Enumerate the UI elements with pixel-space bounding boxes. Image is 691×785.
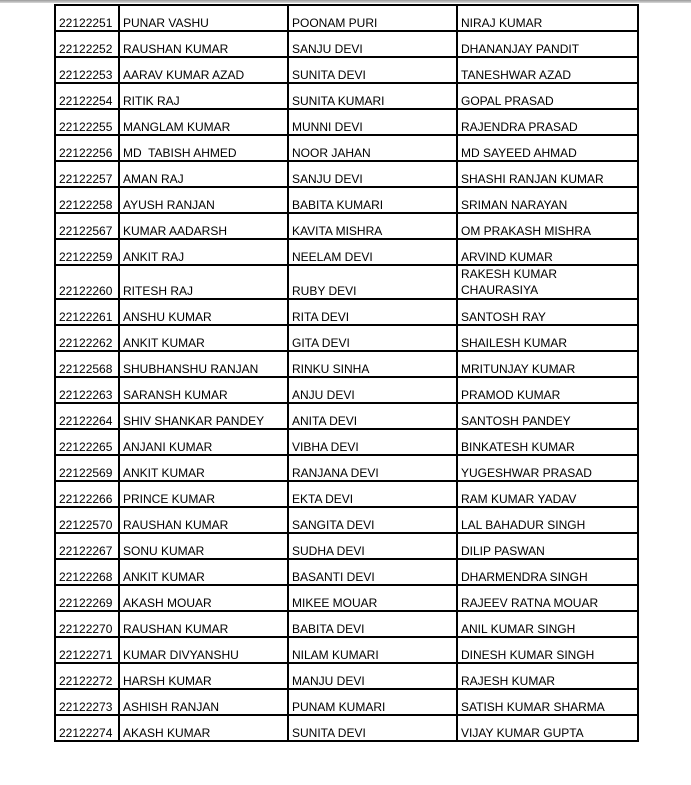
table-row (55, 31, 638, 57)
student-name-cell: HARSH KUMAR (119, 663, 288, 689)
mother-name-cell: NOOR JAHAN (288, 135, 457, 161)
table-row (55, 715, 638, 741)
mother-name-cell: NILAM KUMARI (288, 637, 457, 663)
table-row (55, 265, 638, 299)
mother-name-cell: RINKU SINHA (288, 351, 457, 377)
roll-number-cell: 22122264 (55, 403, 119, 429)
mother-name-cell: ANJU DEVI (288, 377, 457, 403)
father-name-cell: DILIP PASWAN (457, 533, 638, 559)
student-name-cell: RAUSHAN KUMAR (119, 507, 288, 533)
roll-number-cell: 22122253 (55, 57, 119, 83)
mother-name-cell: SANGITA DEVI (288, 507, 457, 533)
roll-number-cell: 22122259 (55, 239, 119, 265)
student-name-cell: ANJANI KUMAR (119, 429, 288, 455)
mother-name-cell: SUNITA KUMARI (288, 83, 457, 109)
student-name-cell: ANKIT KUMAR (119, 455, 288, 481)
mother-name-cell: MIKEE MOUAR (288, 585, 457, 611)
father-name-cell: TANESHWAR AZAD (457, 57, 638, 83)
table-row (55, 109, 638, 135)
mother-name-cell: RANJANA DEVI (288, 455, 457, 481)
roll-number-cell: 22122263 (55, 377, 119, 403)
mother-name-cell: BABITA DEVI (288, 611, 457, 637)
table-row (55, 611, 638, 637)
table-row (55, 559, 638, 585)
table-row (55, 429, 638, 455)
student-list-table (54, 4, 639, 742)
mother-name-cell: MUNNI DEVI (288, 109, 457, 135)
mother-name-cell: BABITA KUMARI (288, 187, 457, 213)
roll-number-cell: 22122252 (55, 31, 119, 57)
roll-number-cell: 22122274 (55, 715, 119, 741)
roll-number-cell: 22122266 (55, 481, 119, 507)
father-name-cell: LAL BAHADUR SINGH (457, 507, 638, 533)
roll-number-cell: 22122257 (55, 161, 119, 187)
table-row (55, 507, 638, 533)
student-name-cell: RAUSHAN KUMAR (119, 31, 288, 57)
father-name-cell: SATISH KUMAR SHARMA (457, 689, 638, 715)
father-name-cell: MRITUNJAY KUMAR (457, 351, 638, 377)
table-row (55, 455, 638, 481)
roll-number-cell: 22122261 (55, 299, 119, 325)
roll-number-cell: 22122569 (55, 455, 119, 481)
student-name-cell: KUMAR DIVYANSHU (119, 637, 288, 663)
roll-number-cell: 22122258 (55, 187, 119, 213)
student-name-cell: MD TABISH AHMED (119, 135, 288, 161)
student-name-cell: AYUSH RANJAN (119, 187, 288, 213)
page-top-edge (0, 0, 691, 3)
father-name-cell: DINESH KUMAR SINGH (457, 637, 638, 663)
roll-number-cell: 22122567 (55, 213, 119, 239)
roll-number-cell: 22122268 (55, 559, 119, 585)
father-name-cell: RAKESH KUMAR CHAURASIYA (457, 265, 638, 299)
student-name-cell: RITESH RAJ (119, 265, 288, 299)
roll-number-cell: 22122267 (55, 533, 119, 559)
student-name-cell: PUNAR VASHU (119, 5, 288, 31)
mother-name-cell: GITA DEVI (288, 325, 457, 351)
table-row (55, 663, 638, 689)
table-row (55, 637, 638, 663)
father-name-cell: ANIL KUMAR SINGH (457, 611, 638, 637)
mother-name-cell: EKTA DEVI (288, 481, 457, 507)
father-name-cell: RAJENDRA PRASAD (457, 109, 638, 135)
roll-number-cell: 22122568 (55, 351, 119, 377)
father-name-cell: SANTOSH PANDEY (457, 403, 638, 429)
table-row (55, 585, 638, 611)
father-name-cell: PRAMOD KUMAR (457, 377, 638, 403)
roll-number-cell: 22122570 (55, 507, 119, 533)
table-row (55, 213, 638, 239)
roll-number-cell: 22122251 (55, 5, 119, 31)
student-name-cell: RITIK RAJ (119, 83, 288, 109)
table-row (55, 161, 638, 187)
father-name-cell: RAM KUMAR YADAV (457, 481, 638, 507)
table-row (55, 351, 638, 377)
student-name-cell: AARAV KUMAR AZAD (119, 57, 288, 83)
mother-name-cell: KAVITA MISHRA (288, 213, 457, 239)
father-name-cell: ARVIND KUMAR (457, 239, 638, 265)
mother-name-cell: RUBY DEVI (288, 265, 457, 299)
student-name-cell: PRINCE KUMAR (119, 481, 288, 507)
student-name-cell: AKASH MOUAR (119, 585, 288, 611)
father-name-cell: DHANANJAY PANDIT (457, 31, 638, 57)
student-name-cell: ANSHU KUMAR (119, 299, 288, 325)
table-row (55, 57, 638, 83)
student-name-cell: SHIV SHANKAR PANDEY (119, 403, 288, 429)
father-name-cell: OM PRAKASH MISHRA (457, 213, 638, 239)
mother-name-cell: PUNAM KUMARI (288, 689, 457, 715)
mother-name-cell: RITA DEVI (288, 299, 457, 325)
table-row (55, 239, 638, 265)
table-row (55, 689, 638, 715)
mother-name-cell: SANJU DEVI (288, 161, 457, 187)
father-name-cell: SHAILESH KUMAR (457, 325, 638, 351)
father-name-cell: NIRAJ KUMAR (457, 5, 638, 31)
table-row (55, 83, 638, 109)
table-row (55, 403, 638, 429)
table-row (55, 135, 638, 161)
mother-name-cell: SUDHA DEVI (288, 533, 457, 559)
father-name-cell: DHARMENDRA SINGH (457, 559, 638, 585)
roll-number-cell: 22122256 (55, 135, 119, 161)
father-name-cell: BINKATESH KUMAR (457, 429, 638, 455)
father-name-cell: RAJEEV RATNA MOUAR (457, 585, 638, 611)
table-row (55, 5, 638, 31)
roll-number-cell: 22122272 (55, 663, 119, 689)
student-name-cell: SHUBHANSHU RANJAN (119, 351, 288, 377)
father-name-cell: SANTOSH RAY (457, 299, 638, 325)
father-name-cell: MD SAYEED AHMAD (457, 135, 638, 161)
roll-number-cell: 22122262 (55, 325, 119, 351)
mother-name-cell: NEELAM DEVI (288, 239, 457, 265)
table-row (55, 325, 638, 351)
mother-name-cell: SUNITA DEVI (288, 57, 457, 83)
student-name-cell: SONU KUMAR (119, 533, 288, 559)
mother-name-cell: ANITA DEVI (288, 403, 457, 429)
roll-number-cell: 22122255 (55, 109, 119, 135)
table-row (55, 187, 638, 213)
mother-name-cell: BASANTI DEVI (288, 559, 457, 585)
student-name-cell: KUMAR AADARSH (119, 213, 288, 239)
student-name-cell: ANKIT RAJ (119, 239, 288, 265)
mother-name-cell: SANJU DEVI (288, 31, 457, 57)
father-name-cell: GOPAL PRASAD (457, 83, 638, 109)
roll-number-cell: 22122260 (55, 265, 119, 299)
mother-name-cell: VIBHA DEVI (288, 429, 457, 455)
student-name-cell: ANKIT KUMAR (119, 559, 288, 585)
roll-number-cell: 22122270 (55, 611, 119, 637)
mother-name-cell: MANJU DEVI (288, 663, 457, 689)
father-name-cell: SHASHI RANJAN KUMAR (457, 161, 638, 187)
father-name-cell: SRIMAN NARAYAN (457, 187, 638, 213)
student-name-cell: MANGLAM KUMAR (119, 109, 288, 135)
student-name-cell: RAUSHAN KUMAR (119, 611, 288, 637)
table-row (55, 481, 638, 507)
mother-name-cell: POONAM PURI (288, 5, 457, 31)
table-row (55, 533, 638, 559)
student-name-cell: AMAN RAJ (119, 161, 288, 187)
table-row (55, 377, 638, 403)
father-name-cell: RAJESH KUMAR (457, 663, 638, 689)
roll-number-cell: 22122273 (55, 689, 119, 715)
student-name-cell: ASHISH RANJAN (119, 689, 288, 715)
mother-name-cell: SUNITA DEVI (288, 715, 457, 741)
father-name-cell: YUGESHWAR PRASAD (457, 455, 638, 481)
roll-number-cell: 22122271 (55, 637, 119, 663)
table-row (55, 299, 638, 325)
student-name-cell: ANKIT KUMAR (119, 325, 288, 351)
student-name-cell: AKASH KUMAR (119, 715, 288, 741)
roll-number-cell: 22122254 (55, 83, 119, 109)
roll-number-cell: 22122269 (55, 585, 119, 611)
roll-number-cell: 22122265 (55, 429, 119, 455)
student-name-cell: SARANSH KUMAR (119, 377, 288, 403)
father-name-cell: VIJAY KUMAR GUPTA (457, 715, 638, 741)
